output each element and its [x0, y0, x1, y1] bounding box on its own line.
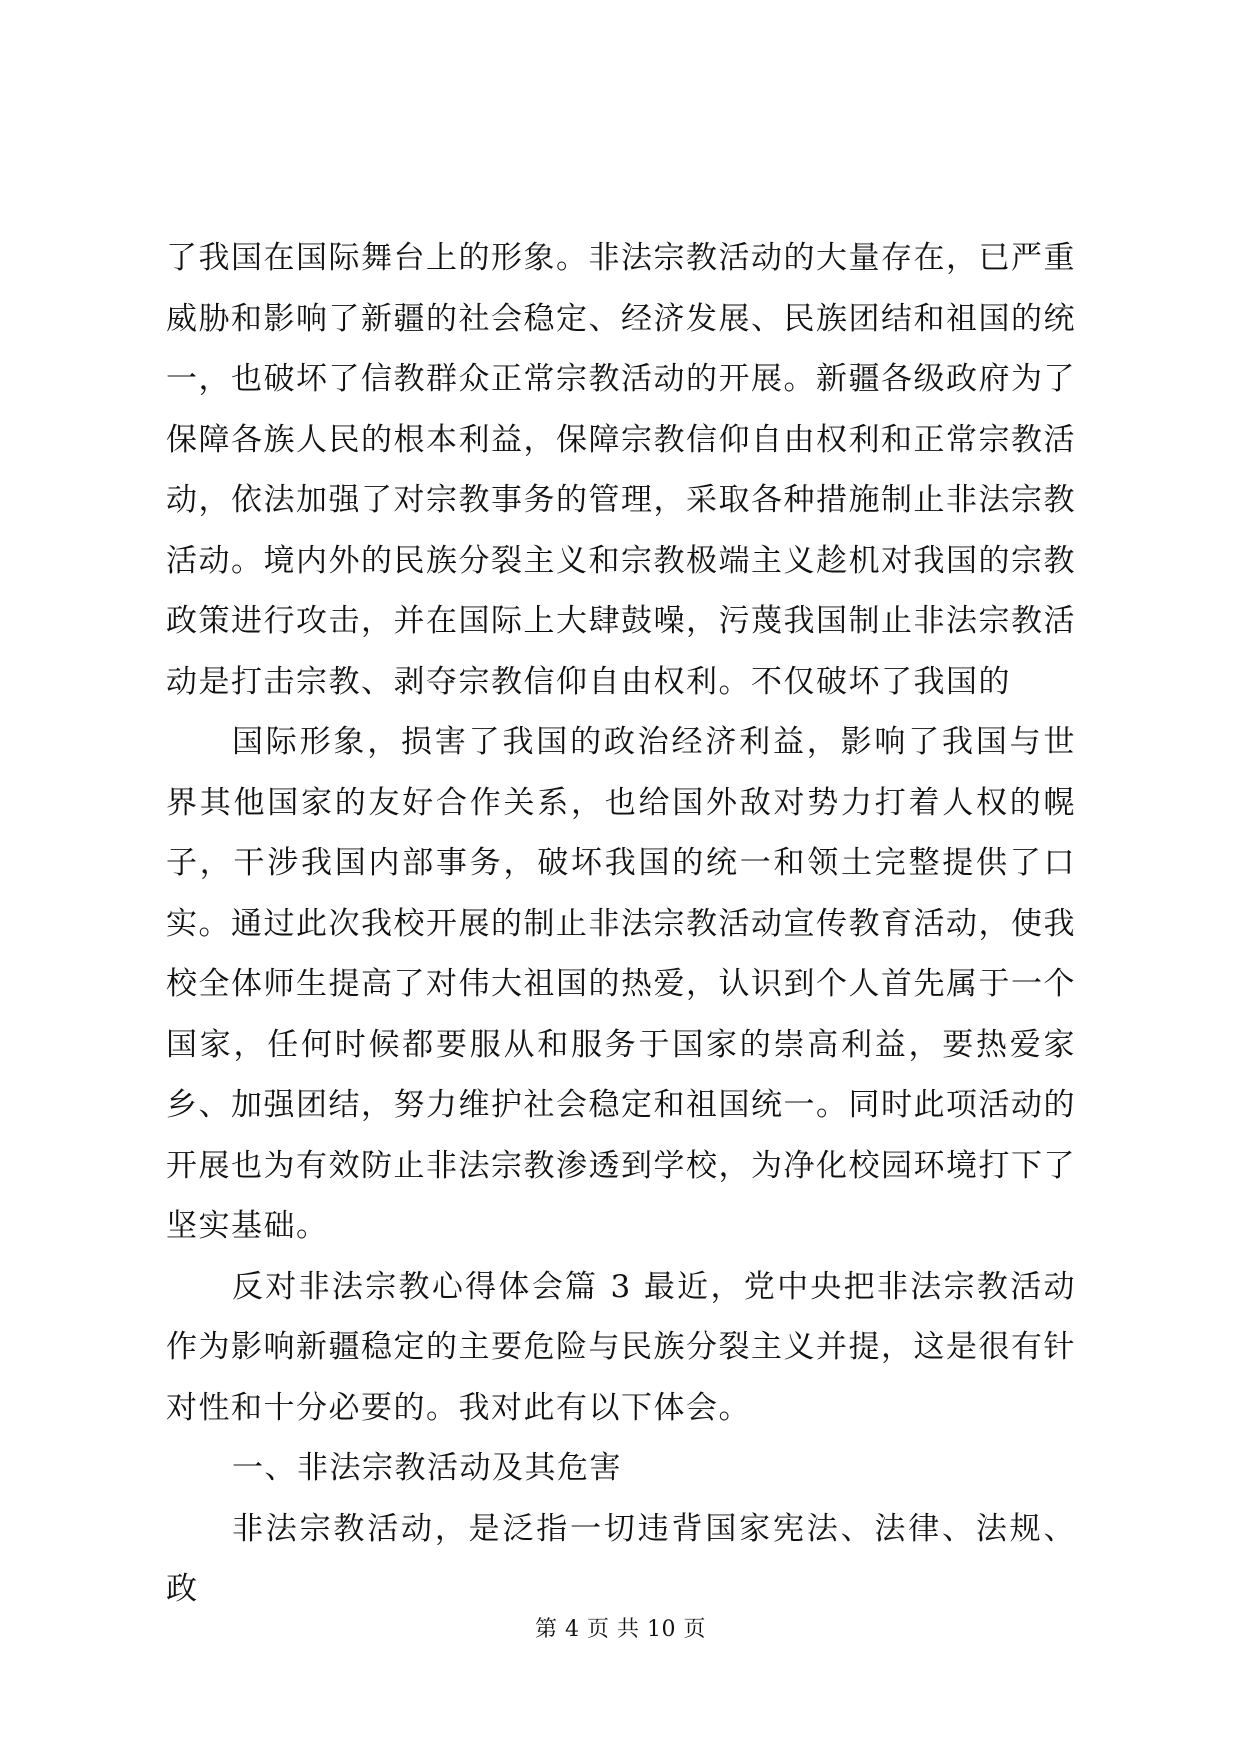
paragraph-2: 国际形象，损害了我国的政治经济利益，影响了我国与世界其他国家的友好合作关系，也给国外敌对势力打着人权的幌子，干涉我国内部事务，破坏我国的统一和领土完整提供了口实。通过此次我校开展的制止非法宗教活动宣传教育活动，使我校全体师生提高了对伟大祖国的热爱，认识到个人首先属于一个国家，任何时候都要服从和服务于国家的崇高利益，要热爱家乡、加强团结，努力维护社会稳定和祖国统一。同时此项活动的开展也为有效防止非法宗教渗透到学校，为净化校园环境打下了坚实基础。 — [166, 724, 1076, 1244]
paragraph-1: 了我国在国际舞台上的形象。非法宗教活动的大量存在，已严重威胁和影响了新疆的社会稳定、经济发展、民族团结和祖国的统一，也破坏了信教群众正常宗教活动的开展。新疆各级政府为了保障各族人民的根本利益，保障宗教信仰自由权利和正常宗教活动，依法加强了对宗教事务的管理，采取各种措施制止非法宗教活动。境内外的民族分裂主义和宗教极端主义趁机对我国的宗教政策进行攻击，并在国际上大肆鼓噪，污蔑我国制止非法宗教活动是打击宗教、剥夺宗教信仰自由权利。不仅破坏了我国的 — [166, 240, 1076, 700]
paragraph-3: 反对非法宗教心得体会篇 3 最近，党中央把非法宗教活动作为影响新疆稳定的主要危险与民族分裂主义并提，这是很有针对性和十分必要的。我对此有以下体会。 — [166, 1268, 1076, 1426]
section-heading: 一、非法宗教活动及其危害 — [232, 1450, 622, 1486]
page-footer: 第 4 页 共 10 页 — [535, 1617, 706, 1642]
paragraph-4: 非法宗教活动，是泛指一切违背国家宪法、法律、法规、政 — [166, 1510, 1076, 1607]
document-body — [166, 228, 1076, 1620]
